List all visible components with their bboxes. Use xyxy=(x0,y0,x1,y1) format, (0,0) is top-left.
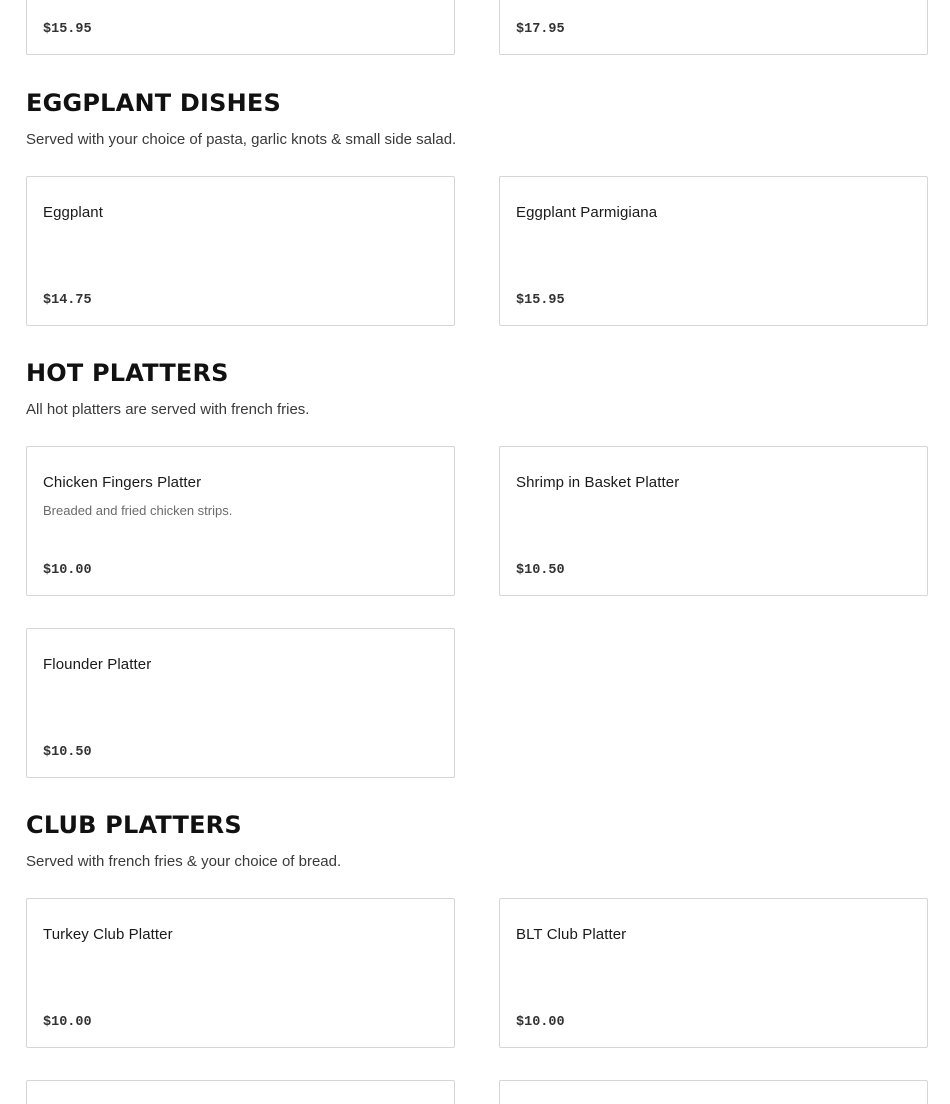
section-title-club-platters: CLUB PLATTERS xyxy=(26,811,242,839)
menu-item-card[interactable] xyxy=(26,446,455,596)
item-name: Shrimp in Basket Platter xyxy=(516,474,680,491)
menu-item-card[interactable] xyxy=(499,446,928,596)
section-title-eggplant-dishes: EGGPLANT DISHES xyxy=(26,89,281,117)
menu-item-card[interactable] xyxy=(499,1080,928,1104)
item-price: $17.95 xyxy=(516,22,565,37)
section-title-hot-platters: HOT PLATTERS xyxy=(26,359,229,387)
section-subtitle: Served with french fries & your choice of bread. xyxy=(26,853,342,870)
item-name: Flounder Platter xyxy=(43,656,152,673)
menu-item-card[interactable] xyxy=(26,0,455,55)
item-price: $10.00 xyxy=(516,1015,565,1030)
item-name: Eggplant xyxy=(43,204,104,221)
item-price: $10.50 xyxy=(516,563,565,578)
item-name: Chicken Fingers Platter xyxy=(43,474,202,491)
section-subtitle: Served with your choice of pasta, garlic knots & small side salad. xyxy=(26,131,457,148)
menu-item-card[interactable] xyxy=(499,176,928,326)
item-name: Eggplant Parmigiana xyxy=(516,204,658,221)
item-description: Breaded and fried chicken strips. xyxy=(43,503,233,518)
item-price: $10.00 xyxy=(43,1015,92,1030)
menu-item-card[interactable] xyxy=(26,176,455,326)
item-price: $14.75 xyxy=(43,293,92,308)
item-name: BLT Club Platter xyxy=(516,926,627,943)
item-name: Turkey Club Platter xyxy=(43,926,173,943)
item-price: $10.50 xyxy=(43,745,92,760)
menu-item-card[interactable] xyxy=(499,898,928,1048)
item-price: $15.95 xyxy=(516,293,565,308)
menu-item-card[interactable] xyxy=(26,898,455,1048)
menu-item-card[interactable] xyxy=(499,0,928,55)
menu-item-card[interactable] xyxy=(26,628,455,778)
item-price: $15.95 xyxy=(43,22,92,37)
item-price: $10.00 xyxy=(43,563,92,578)
section-subtitle: All hot platters are served with french fries. xyxy=(26,401,310,418)
menu-item-card[interactable] xyxy=(26,1080,455,1104)
